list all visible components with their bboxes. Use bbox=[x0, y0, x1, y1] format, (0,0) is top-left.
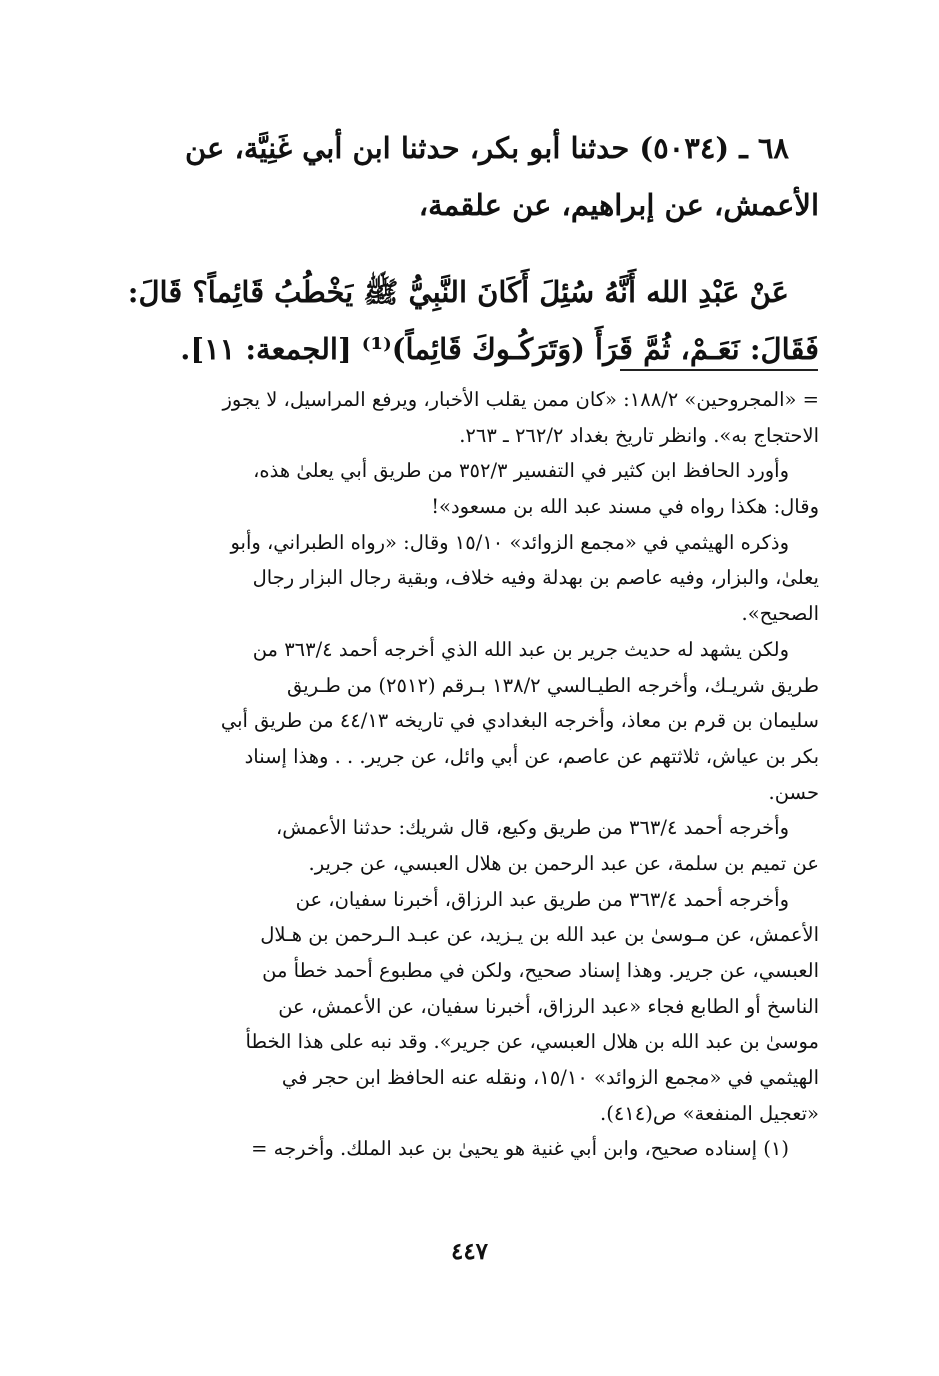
footnotes bbox=[118, 382, 819, 1167]
footnote-line: العبسي، عن جرير. وهذا إسناد صحيح، ولكن في مطبوع أحمد خطأ من bbox=[262, 959, 819, 982]
footnote-line: الاحتجاج به». وانظر تاريخ بغداد ٢٦٢/٢ ـ ٢٦٣. bbox=[459, 423, 819, 447]
footnote-line: وقال: هكذا رواه في مسند عبد الله بن مسعود»! bbox=[431, 495, 819, 519]
footnote-line: ولكن يشهد له حديث جرير بن عبد الله الذي أخرجه أحمد ٣٦٣/٤ من bbox=[252, 637, 789, 661]
footnote-line: وأخرجه أحمد ٣٦٣/٤ من طريق وكيع، قال شريك: حدثنا الأعمش، bbox=[275, 816, 789, 840]
footnote-line: طريق شريـك، وأخرجه الطيـالسي ١٣٨/٢ بـرقم (٢٥١٢) من طـريق bbox=[287, 673, 819, 697]
isnad-line: ٦٨ ـ (٥٠٣٤) حدثنا أبو بكر، حدثنا ابن أبي غَنِيَّة، عن bbox=[184, 131, 789, 165]
footnote-line: وأورد الحافظ ابن كثير في التفسير ٣٥٢/٣ من طريق أبي يعلىٰ هذه، bbox=[253, 459, 789, 483]
footnote-line: يعلىٰ، والبزار، وفيه عاصم بن بهدلة وفيه خلاف، وبقية رجال البزار رجال bbox=[252, 566, 819, 590]
footnote-line: موسىٰ بن عبد الله بن هلال العبسي، عن جرير». وقد نبه على هذا الخطأ bbox=[245, 1030, 819, 1054]
footnote-line: = «المجروحين» ١٨٨/٢: «كان ممن يقلب الأخبار، ويرفع المراسيل، لا يجوز bbox=[222, 388, 819, 411]
footnote-line: الهيثمي في «مجمع الزوائد» ١٥/١٠، ونقله عنه الحافظ ابن حجر في bbox=[281, 1066, 819, 1090]
footnote-separator bbox=[620, 369, 818, 371]
footnote-line: وذكره الهيثمي في «مجمع الزوائد» ١٥/١٠ وقال: «رواه الطبراني، وأبو bbox=[230, 530, 789, 554]
footnote-line: وأخرجه أحمد ٣٦٣/٤ من طريق عبد الرزاق، أخبرنا سفيان، عن bbox=[295, 887, 789, 911]
footnote-line: عن تميم بن سلمة، عن عبد الرحمن بن هلال العبسي، عن جرير. bbox=[308, 851, 819, 875]
footnote-line: الناسخ أو الطابع فجاء «عبد الرزاق، أخبرنا سفيان، عن الأعمش، عن bbox=[278, 994, 819, 1018]
matn-line: فَقَالَ: نَعَـمْ، ثُمَّ قَرَأَ (وَتَرَكُـوكَ قَائِماً)⁽¹⁾ [الجمعة: ١١]. bbox=[180, 332, 819, 366]
footnote-line: (١) إسناده صحيح، وابن أبي غنية هو يحيىٰ بن عبد الملك. وأخرجه = bbox=[251, 1137, 789, 1161]
isnad-line: الأعمش، عن إبراهيم، عن علقمة، bbox=[418, 188, 819, 222]
footnote-line: الأعمش، عن مـوسىٰ بن عبد الله بن يـزيد، عن عبـد الـرحمن بن هـلال bbox=[260, 923, 819, 947]
footnote-line: «تعجيل المنفعة» ص(٤١٤). bbox=[600, 1101, 819, 1125]
hadith-text bbox=[119, 120, 819, 378]
footnote-line: بكر بن عياش، ثلاثتهم عن عاصم، عن أبي وائل، عن جرير. . . وهذا إسناد bbox=[244, 744, 819, 768]
footnote-line: سليمان بن قرم بن معاذ، وأخرجه البغدادي في تاريخه ٤٤/١٣ من طريق أبي bbox=[220, 709, 819, 733]
matn bbox=[119, 264, 819, 378]
footnote-line: حسن. bbox=[768, 780, 819, 804]
isnad bbox=[119, 120, 819, 234]
matn-line: عَنْ عَبْدِ الله أَنَّهُ سُئِلَ أَكَانَ النَّبِيُّ ﷺ يَخْطُبُ قَائِماً؟ قَالَ: bbox=[127, 275, 789, 309]
footnote-line: الصحيح». bbox=[741, 602, 819, 626]
page-number: ٤٤٧ bbox=[450, 1238, 489, 1265]
